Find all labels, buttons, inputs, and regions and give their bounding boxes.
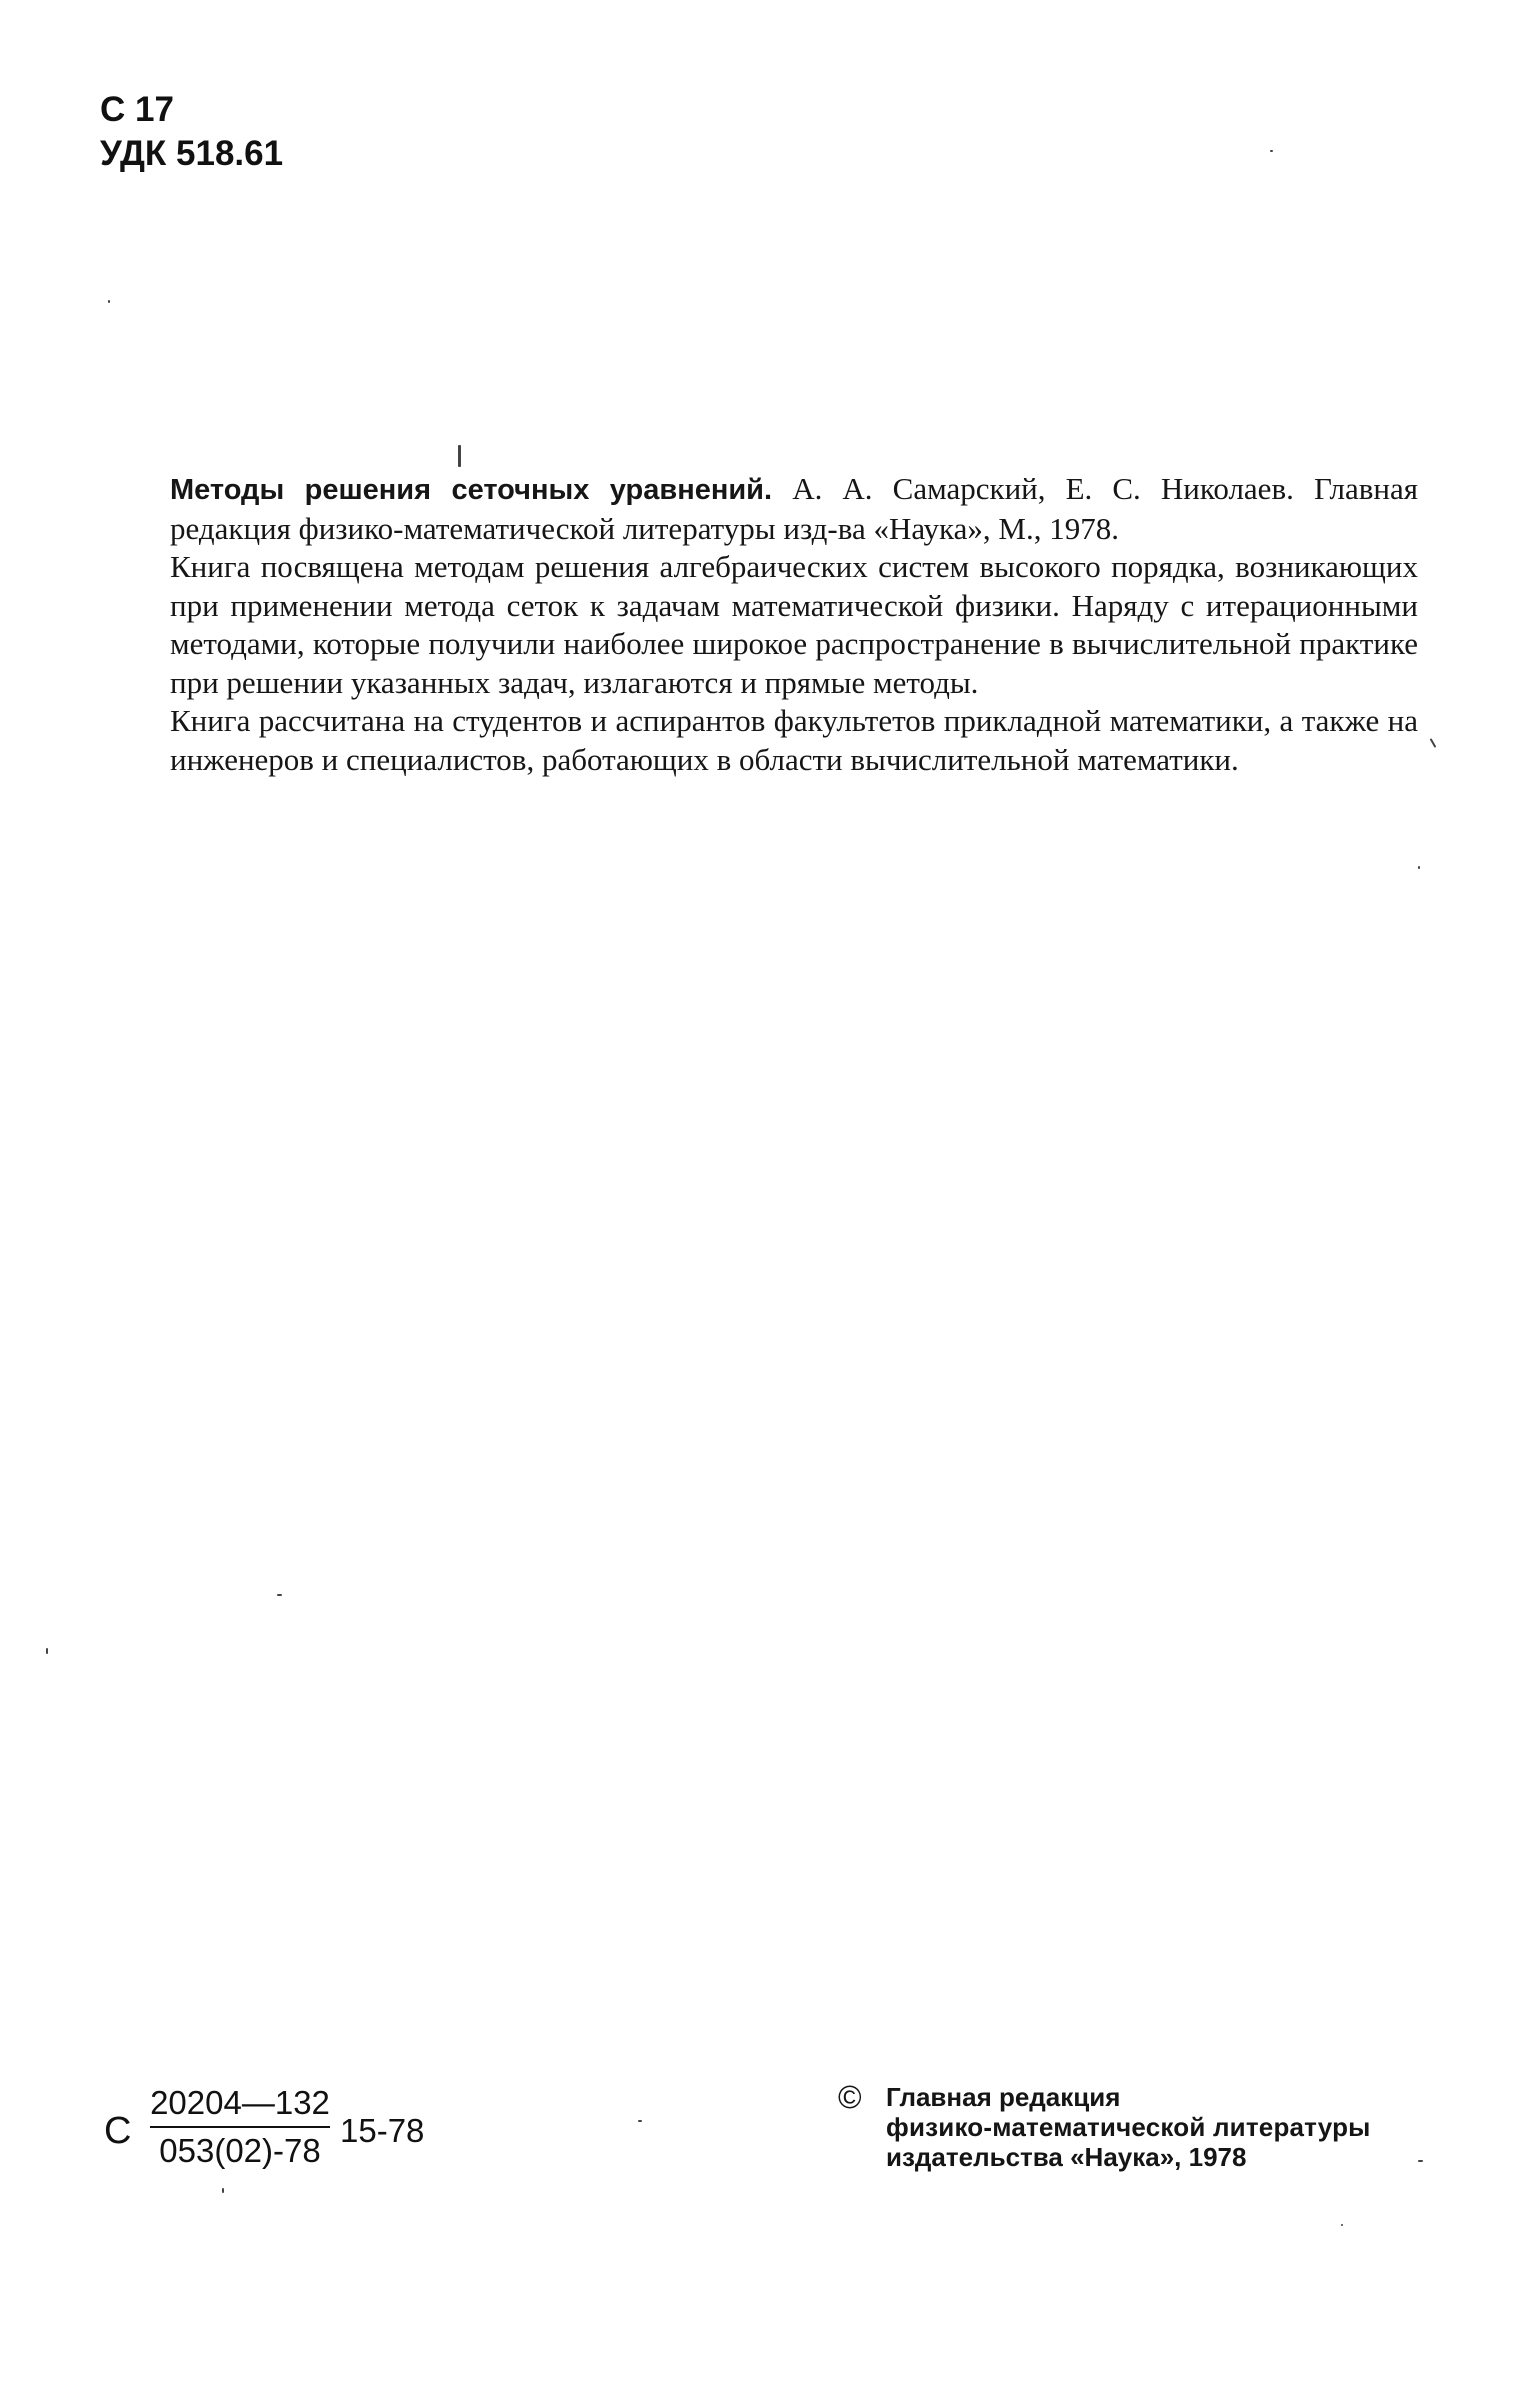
catalog-fraction [150,2082,330,2172]
scan-speck [1418,866,1420,869]
classification-codes [100,88,283,176]
catalog-letter: С [104,2110,132,2152]
copyright-lines [886,2082,1371,2172]
book-annotation [170,470,1418,779]
copyright-icon: © [838,2079,862,2115]
annotation-paragraph-2: Книга рассчитана на студентов и аспирантов факультетов прикладной математики, а также на инженеров и специалистов, работающих в области вычислительной математики. [170,703,1418,777]
scan-speck [1418,2160,1423,2162]
catalog-denominator: 053(02)-78 [159,2132,321,2169]
copyright-line-3: издательства «Наука», 1978 [886,2142,1247,2172]
book-authors: А. А. Самарский, Е. С. Николаев. [792,471,1294,506]
catalog-numerator: 20204—132 [150,2084,330,2121]
scan-speck [46,1648,48,1654]
publisher-line: Главная редакция физико-математической литературы изд-ва «Наука», М., 1978. [170,471,1419,546]
fraction-bar [150,2126,330,2128]
annotation-paragraph-1: Книга посвящена методам решения алгебраических систем высокого порядка, возникающих при применении метода сеток к задачам математической физики. Наряду с итерационными методами, которые получили наиболее широкое распространение в вычислительной практике при решении указанных задач, излагаются и прямые методы. [170,549,1418,700]
scan-speck [1270,150,1273,152]
series-code: С 17 [100,90,174,129]
scan-speck [277,1594,282,1596]
catalog-code [104,2082,444,2192]
bibliographic-entry [104,470,1418,548]
copyright-line-2: физико-математической литературы [886,2112,1371,2142]
scan-speck [638,2120,642,2122]
scan-speck [1430,738,1437,748]
scan-speck [458,445,461,467]
book-title: Методы решения сеточных уравнений. [170,474,773,506]
scan-speck [222,2188,224,2193]
catalog-suffix: 15-78 [340,2112,425,2149]
scan-speck [108,300,110,303]
scan-speck [1341,2224,1343,2226]
copyright-line-1: Главная редакция [886,2082,1121,2112]
udk-code: УДК 518.61 [100,134,284,173]
